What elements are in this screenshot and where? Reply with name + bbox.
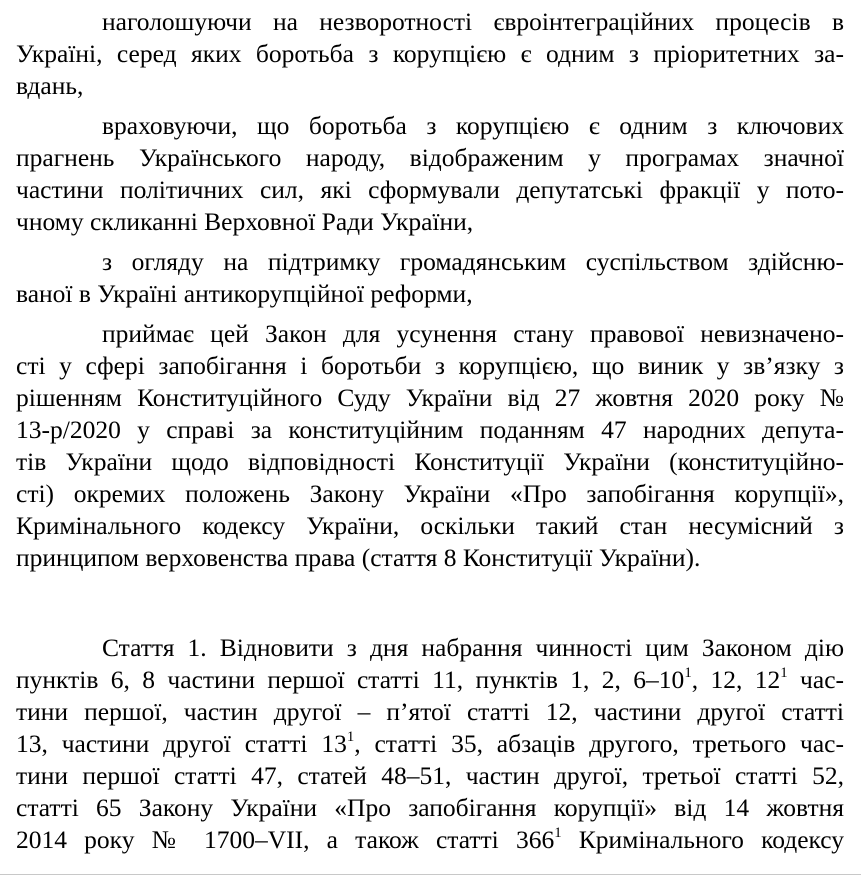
text-fragment: , 12, 12 bbox=[691, 665, 781, 694]
text-line: прагнень Українського народу, відображеним у програмах значної bbox=[16, 143, 844, 172]
text-fragment: , статті 35, абзаців другого, третього час- bbox=[354, 729, 844, 758]
superscript: 1 bbox=[346, 729, 355, 746]
text-line: тини першої статті 47, статей 48–51, частин другої, третьої статті 52, bbox=[16, 761, 844, 790]
text-line bbox=[16, 664, 844, 696]
superscript: 1 bbox=[780, 665, 788, 682]
text-line: ваної в Україні антикорупційної реформи, bbox=[16, 279, 473, 308]
text-line: частини політичних сил, які сформували депутатські фракції у пото- bbox=[16, 175, 844, 204]
text-fragment: пунктів 6, 8 частини першої статті 11, пунктів 1, 2, 6–10 bbox=[16, 665, 685, 694]
text-line: вдань, bbox=[16, 71, 84, 100]
text-line: чному скликанні Верховної Ради України, bbox=[16, 207, 474, 236]
text-line: приймає цей Закон для усунення стану правової невизначено- bbox=[102, 319, 844, 348]
text-line: з огляду на підтримку громадянським суспільством здійсню- bbox=[102, 247, 844, 276]
text-line bbox=[16, 824, 844, 856]
text-line: Україні, серед яких боротьба з корупцією є одним з пріоритетних за- bbox=[16, 39, 844, 68]
text-line: сті у сфері запобігання і боротьби з корупцією, що виник у зв’язку з bbox=[16, 351, 844, 380]
article-heading-line: Стаття 1. Відновити з дня набрання чинності цим Законом дію bbox=[102, 633, 844, 662]
text-line: рішенням Конституційного Суду України від 27 жовтня 2020 року № bbox=[16, 383, 844, 412]
text-line: принципом верховенства права (стаття 8 Конституції України). bbox=[16, 543, 701, 572]
text-line: наголошуючи на незворотності євроінтеграційних процесів в bbox=[102, 7, 844, 36]
text-line: враховуючи, що боротьба з корупцією є одним з ключових bbox=[102, 111, 844, 140]
text-fragment: Кримінального кодексу bbox=[561, 825, 844, 854]
preamble-paragraph-1 bbox=[16, 6, 844, 102]
preamble-paragraph-4 bbox=[16, 318, 844, 574]
text-line: тів України щодо відповідності Конституції України (конституційно- bbox=[16, 447, 844, 476]
document-page bbox=[16, 6, 844, 864]
page-bottom-divider bbox=[0, 874, 861, 875]
text-line bbox=[16, 728, 844, 760]
text-line: статті 65 Закону України «Про запобігання корупції» від 14 жовтня bbox=[16, 793, 844, 822]
superscript: 1 bbox=[554, 825, 562, 842]
text-fragment: 13, частини другої статті 13 bbox=[16, 729, 347, 758]
preamble-paragraph-2 bbox=[16, 110, 844, 238]
text-line: сті) окремих положень Закону України «Про запобігання корупції», bbox=[16, 479, 844, 508]
superscript: 1 bbox=[684, 665, 692, 682]
text-line: Кримінального кодексу України, оскільки такий стан несумісний з bbox=[16, 511, 844, 540]
text-fragment: 2014 року № 1700–VII, а також статті 366 bbox=[16, 825, 555, 854]
preamble-paragraph-3 bbox=[16, 246, 844, 310]
text-fragment: час- bbox=[787, 665, 844, 694]
text-line: 13-р/2020 у справі за конституційним поданням 47 народних депута- bbox=[16, 415, 844, 444]
article-1-paragraph bbox=[16, 632, 844, 856]
text-line: тини першої, частин другої – п’ятої статті 12, частини другої статті bbox=[16, 697, 844, 726]
